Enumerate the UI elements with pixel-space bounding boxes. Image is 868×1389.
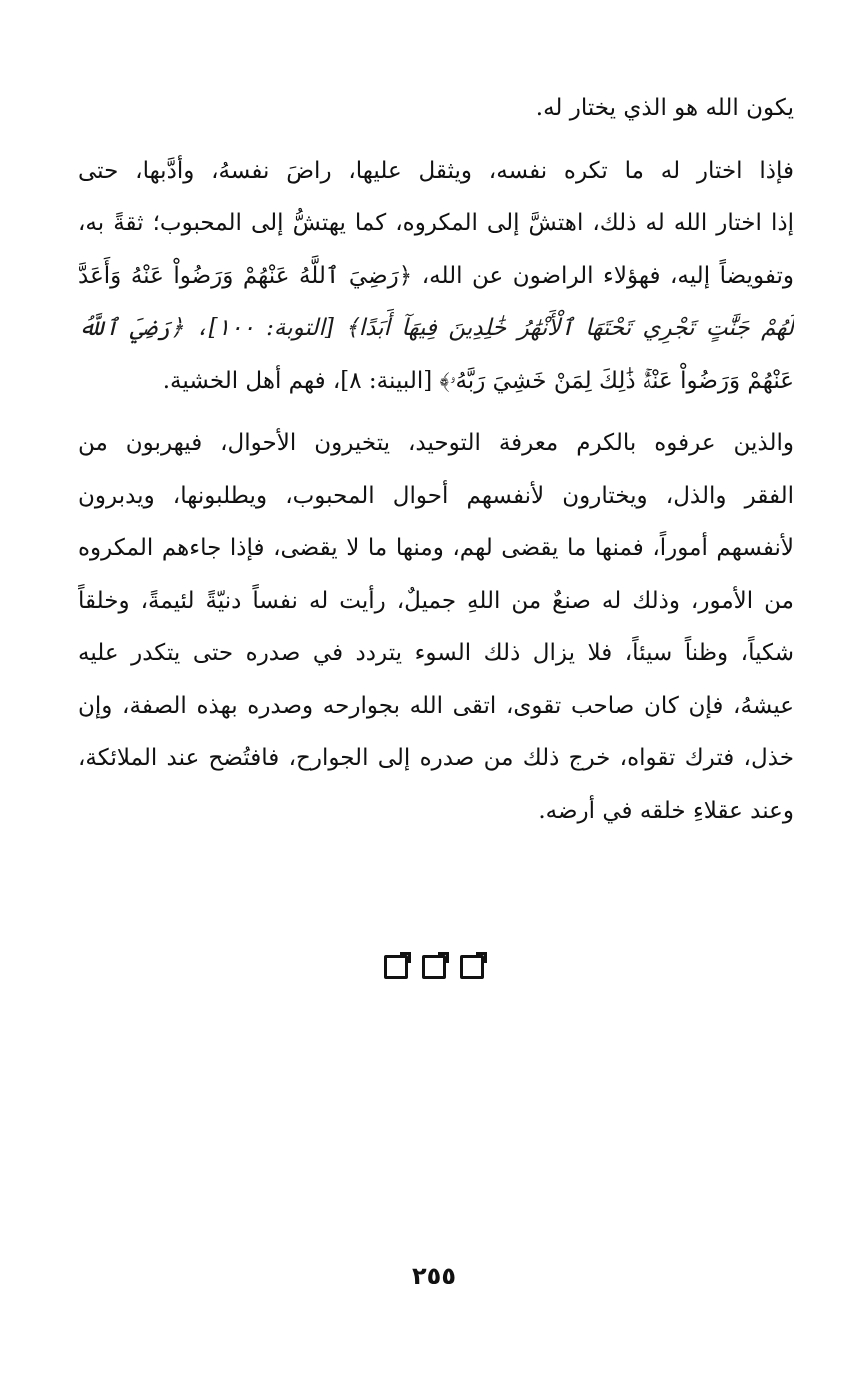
- text-line: خذل، فترك تقواه، خرج ذلك من صدره إلى الجوارح، فافتُضح عند الملائكة،: [78, 745, 794, 771]
- paragraph-3: [78, 417, 794, 837]
- ornament-box-icon: [422, 955, 446, 979]
- paragraph-spacer: [78, 135, 794, 145]
- ornament-box-icon: [384, 955, 408, 979]
- section-end-ornament: [0, 955, 868, 979]
- text-line: لأنفسهم أموراً، فمنها ما يقضى لهم، ومنها ما لا يقضى، فإذا جاءهم المكروه: [78, 535, 794, 561]
- text-line: شكياً، وظناً سيئاً، فلا يزال ذلك السوء يتردد في صدره حتى يتكدر عليه: [78, 640, 794, 666]
- text-line: من الأمور، وذلك له صنعٌ من اللهِ جميلٌ، رأيت له نفساً دنيّةً لئيمةً، وخلقاً: [78, 587, 794, 614]
- text-line: وتفويضاً إليه، فهؤلاء الراضون عن الله، ﴿رَضِيَ ٱللَّهُ عَنْهُمْ وَرَضُواْ عَنْهُ وَأَعَدَّ: [78, 262, 794, 289]
- text-line: عَنْهُمْ وَرَضُواْ عَنْهُۚ ذَٰلِكَ لِمَنْ خَشِيَ رَبَّهُۥ﴾ [البينة: ٨]، فهم أهل الخشية.: [162, 367, 794, 394]
- text-line: والذين عرفوه بالكرم معرفة التوحيد، يتخيرون الأحوال، فيهربون من: [78, 430, 794, 456]
- page-body: [78, 82, 794, 837]
- paragraph-2: [78, 145, 794, 408]
- ornament-box-icon: [460, 955, 484, 979]
- page-number: ٢٥٥: [412, 1262, 456, 1290]
- text-line: فإذا اختار له ما تكره نفسه، ويثقل عليها، راضَ نفسهُ، وأدَّبها، حتى: [78, 157, 794, 184]
- text-line: إذا اختار الله له ذلك، اهتشَّ إلى المكروه، كما يهتشُّ إلى المحبوب؛ ثقةً به،: [78, 210, 794, 236]
- text-line: يكون الله هو الذي يختار له.: [535, 95, 794, 121]
- text-line: وعند عقلاءِ خلقه في أرضه.: [538, 797, 794, 824]
- text-line: الفقر والذل، ويختارون لأنفسهم أحوال المحبوب، ويطلبونها، ويدبرون: [78, 482, 794, 509]
- quran-verse-line: لَهُمْ جَنَّٰتٍ تَجْرِي تَحْتَهَا ٱلْأَنْهَٰرُ خَٰلِدِينَ فِيهَآ أَبَدًا﴾ [التوبة: ١٠٠]، ﴿رَضِيَ ٱللَّهُ: [78, 315, 794, 341]
- paragraph-spacer: [78, 407, 794, 417]
- paragraph-1: [78, 82, 794, 135]
- text-line: عيشهُ، فإن كان صاحب تقوى، اتقى الله بجوارحه وصدره بهذه الصفة، وإن: [78, 692, 794, 719]
